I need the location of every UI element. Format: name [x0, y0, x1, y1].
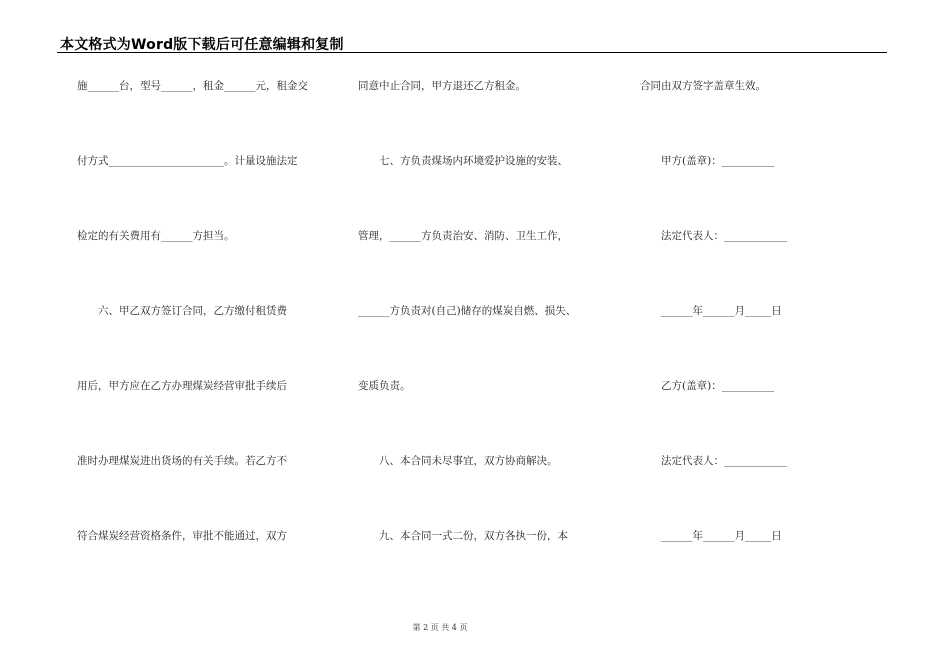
text-line: 甲方(盖章)：__________ — [640, 155, 775, 167]
text-line: 用后，甲方应在乙方办理煤炭经营审批手续后 — [77, 380, 287, 392]
text-line: 合同由双方签字盖章生效。 — [640, 80, 766, 92]
text-line: 变质负责。 — [358, 380, 411, 392]
text-line: 付方式______________________。计量设施法定 — [77, 155, 298, 167]
text-line: 乙方(盖章)：__________ — [640, 380, 775, 392]
text-line: ______方负责对(自己)储存的煤炭自燃、损失、 — [358, 305, 577, 317]
text-line: 九、本合同一式二份，双方各执一份，本 — [358, 530, 568, 542]
text-line: 检定的有关费用有______方担当。 — [77, 230, 235, 242]
text-line: 八、本合同未尽事宜，双方协商解决。 — [358, 455, 558, 467]
text-line: 六、甲乙双方签订合同，乙方缴付租赁费 — [77, 305, 287, 317]
text-line: 管理，______方负责治安、消防、卫生工作， — [358, 230, 568, 242]
page-header-title: 本文格式为Word版下载后可任意编辑和复制 — [60, 37, 344, 53]
text-line: 同意中止合同，甲方退还乙方租金。 — [358, 80, 526, 92]
page-number: 第 2 页 共 4 页 — [412, 623, 468, 632]
header-divider — [57, 52, 887, 53]
text-line: ______年______月_____日 — [640, 305, 782, 317]
text-line: 法定代表人：____________ — [640, 455, 787, 467]
text-line: 符合煤炭经营资格条件，审批不能通过，双方 — [77, 530, 287, 542]
text-line: 七、方负责煤场内环境爱护设施的安装、 — [358, 155, 568, 167]
text-line: 法定代表人：____________ — [640, 230, 787, 242]
text-line: 施______台，型号______，租金______元，租金交 — [77, 80, 308, 92]
text-line: ______年______月_____日 — [640, 530, 782, 542]
text-line: 准时办理煤炭进出货场的有关手续。若乙方不 — [77, 455, 287, 467]
